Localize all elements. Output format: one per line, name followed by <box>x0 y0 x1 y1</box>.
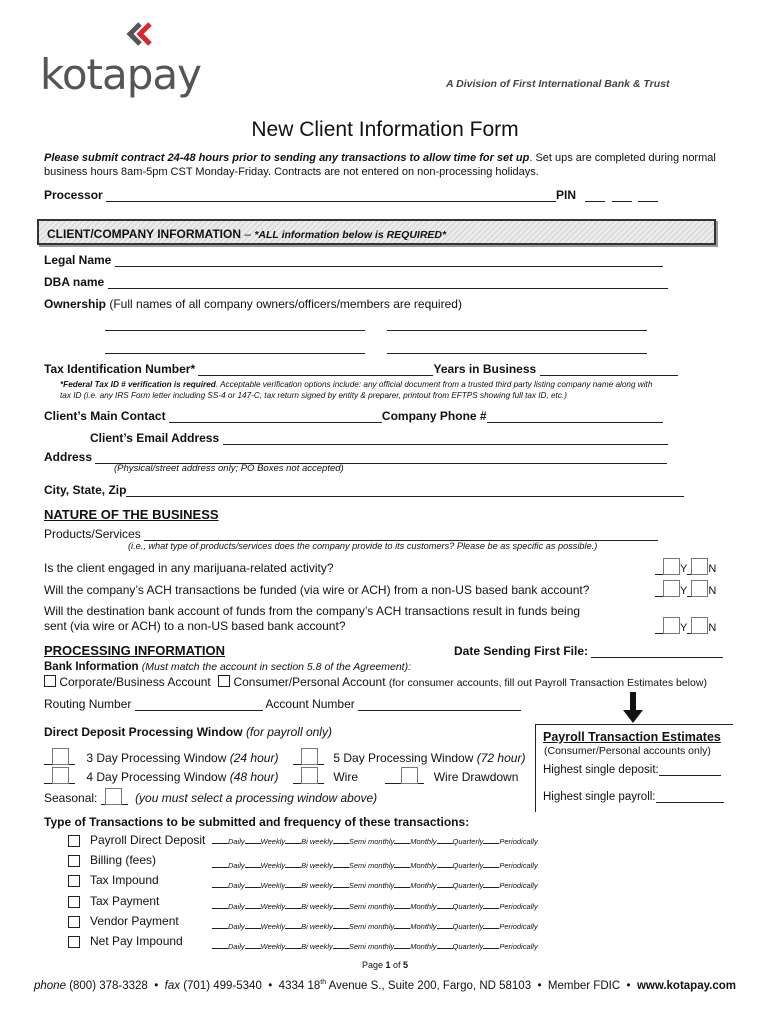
dd-window-row <box>44 725 332 739</box>
frequency-blank[interactable] <box>394 843 410 844</box>
consumer-checkbox[interactable] <box>218 675 230 687</box>
frequency-label: Weekly <box>260 861 286 871</box>
answer-yn-3 <box>655 617 716 634</box>
transaction-row <box>66 832 746 850</box>
account-field[interactable] <box>358 698 521 711</box>
frequency-blank[interactable] <box>394 887 410 888</box>
tax-id-label: Tax Identification Number* <box>44 362 196 376</box>
frequency-label: Monthly <box>410 942 437 951</box>
frequency-label: Bi weekly <box>301 837 333 846</box>
bullet: • <box>154 979 159 992</box>
day3-box[interactable] <box>52 748 69 765</box>
intro-text <box>44 151 744 179</box>
transaction-checkbox[interactable] <box>68 916 80 928</box>
bank-info-row <box>44 661 411 673</box>
client-section-banner <box>37 219 716 245</box>
bank-info-note: (Must match the account in section 5.8 of the Agreement): <box>141 661 412 673</box>
transaction-row <box>66 913 746 931</box>
arrow-down-icon <box>622 692 644 724</box>
dd-window-label: Direct Deposit Processing Window <box>44 725 243 739</box>
frequency-blank[interactable] <box>333 843 349 844</box>
day5-box[interactable] <box>301 748 318 765</box>
client-section-title: CLIENT/COMPANY INFORMATION <box>47 227 241 241</box>
first-file-row <box>454 644 723 658</box>
bullet: • <box>626 979 631 992</box>
frequency-label: Weekly <box>260 837 286 846</box>
frequency-label: Quarterly <box>452 942 484 951</box>
tax-note-bold: *Federal Tax ID # verification is required <box>60 380 216 389</box>
page-title: New Client Information Form <box>251 118 519 141</box>
account-type-row <box>44 675 707 689</box>
client-section-dash: – <box>241 227 255 241</box>
ownership-label: Ownership <box>44 297 107 311</box>
frequency-blank[interactable] <box>437 867 453 868</box>
email-field[interactable] <box>223 432 668 445</box>
wire-drawdown-label: Wire Drawdown <box>433 770 519 784</box>
main-contact-field[interactable] <box>169 410 382 423</box>
products-row <box>44 527 658 541</box>
payroll-estimates-box <box>535 724 733 812</box>
highest-deposit-label: Highest single deposit: <box>543 764 659 776</box>
frequency-blank[interactable] <box>333 948 349 949</box>
frequency-blank[interactable] <box>437 843 453 844</box>
frequency-blank[interactable] <box>285 928 301 929</box>
day4-box[interactable] <box>52 767 69 784</box>
frequency-label: Quarterly <box>452 837 484 846</box>
frequency-label: Quarterly <box>452 861 484 871</box>
owner-field-1[interactable] <box>105 318 365 331</box>
city-label: City, State, Zip <box>44 483 127 497</box>
highest-payroll-field[interactable] <box>656 791 724 803</box>
wire-drawdown-box[interactable] <box>401 767 418 784</box>
frequency-label: Monthly <box>410 901 437 911</box>
pin-field-1[interactable] <box>585 189 605 202</box>
frequency-label: Daily <box>228 942 245 951</box>
fax-value: (701) 499-5340 <box>183 979 262 992</box>
question-funded: Will the company’s ACH transactions be funded (via wire or ACH) from a non-US based bank account? <box>44 583 590 597</box>
owner-field-4[interactable] <box>387 341 647 354</box>
frequency-blank[interactable] <box>245 867 261 868</box>
no-label: N <box>708 585 717 597</box>
no-box[interactable] <box>691 617 708 634</box>
wire-label: Wire <box>333 770 359 784</box>
intro-bold: Please submit contract 24-48 hours prior to sending any transactions to allow time for set up <box>44 152 530 164</box>
yes-label: Y <box>680 563 688 575</box>
member-fdic: Member FDIC <box>547 979 621 992</box>
tax-id-row <box>44 362 678 376</box>
account-label: Account Number <box>265 697 355 711</box>
no-box[interactable] <box>691 580 708 597</box>
routing-field[interactable] <box>135 698 263 711</box>
transaction-checkbox[interactable] <box>68 855 80 867</box>
frequency-label: Semi monthly <box>348 942 395 951</box>
frequency-blank[interactable] <box>483 887 499 888</box>
address-post: Avenue S., Suite 200, Fargo, ND 58103 <box>326 979 532 992</box>
frequency-blank[interactable] <box>212 908 228 909</box>
frequency-options <box>212 902 538 911</box>
pin-field-2[interactable] <box>612 189 632 202</box>
frequency-blank[interactable] <box>245 908 261 909</box>
yes-box[interactable] <box>663 617 680 634</box>
phone-label: phone <box>34 979 66 992</box>
frequency-blank[interactable] <box>333 908 349 909</box>
frequency-label: Bi weekly <box>301 881 333 891</box>
seasonal-note: (you must select a processing window above) <box>135 791 378 805</box>
processor-row <box>44 188 658 202</box>
frequency-label: Monthly <box>410 861 437 871</box>
day4-row <box>44 767 278 784</box>
years-label: Years in Business <box>433 362 537 376</box>
email-row <box>90 431 668 445</box>
highest-deposit-row <box>543 764 721 776</box>
no-label: N <box>708 563 717 575</box>
yes-box[interactable] <box>663 580 680 597</box>
frequency-blank[interactable] <box>394 948 410 949</box>
first-file-label: Date Sending First File: <box>454 644 589 658</box>
question-marijuana: Is the client engaged in any marijuana-related activity? <box>44 561 334 575</box>
seasonal-row <box>44 788 377 805</box>
transaction-type-label: Billing (fees) <box>90 853 157 868</box>
frequency-blank[interactable] <box>483 948 499 949</box>
tax-note <box>60 379 740 401</box>
highest-payroll-label: Highest single payroll: <box>543 791 656 803</box>
dba-name-row <box>44 275 668 289</box>
page-prefix: Page <box>361 960 386 970</box>
main-contact-label: Client’s Main Contact <box>44 409 166 423</box>
transaction-row <box>66 852 746 870</box>
frequency-blank[interactable] <box>285 843 301 844</box>
yes-box[interactable] <box>663 558 680 575</box>
transaction-checkbox[interactable] <box>68 835 80 847</box>
no-label: N <box>708 622 717 634</box>
frequency-label: Bi weekly <box>301 942 333 951</box>
frequency-blank[interactable] <box>285 908 301 909</box>
processor-field[interactable] <box>106 189 556 202</box>
frequency-label: Semi monthly <box>348 901 395 911</box>
payroll-estimates-subtitle: (Consumer/Personal accounts only) <box>544 745 711 757</box>
frequency-blank[interactable] <box>212 843 228 844</box>
frequency-blank[interactable] <box>394 928 410 929</box>
frequency-blank[interactable] <box>245 887 261 888</box>
pin-field-3[interactable] <box>638 189 658 202</box>
yes-label: Y <box>680 585 688 597</box>
dd-window-note: (for payroll only) <box>245 725 332 739</box>
frequency-blank[interactable] <box>483 908 499 909</box>
frequency-blank[interactable] <box>245 843 261 844</box>
frequency-label: Periodically <box>499 921 538 931</box>
years-field[interactable] <box>540 363 678 376</box>
frequency-blank[interactable] <box>437 887 453 888</box>
transaction-row <box>66 893 746 911</box>
day5-note: (72 hour) <box>476 751 526 765</box>
question-destination <box>44 604 580 634</box>
frequency-blank[interactable] <box>333 928 349 929</box>
transactions-title: Type of Transactions to be submitted and frequency of these transactions: <box>44 815 470 829</box>
routing-row <box>44 697 521 711</box>
bullet: • <box>268 979 273 992</box>
tax-note-rest: . Acceptable verification options include: any official document from a trusted third party listing company name along with <box>215 380 653 389</box>
frequency-label: Quarterly <box>452 921 484 931</box>
frequency-blank[interactable] <box>483 928 499 929</box>
processor-label: Processor <box>44 188 103 202</box>
frequency-blank[interactable] <box>245 948 261 949</box>
address-sup: th <box>320 979 327 986</box>
frequency-label: Semi monthly <box>348 921 395 931</box>
frequency-blank[interactable] <box>394 867 410 868</box>
frequency-blank[interactable] <box>483 843 499 844</box>
pin-label: PIN <box>556 188 577 202</box>
frequency-label: Daily <box>228 837 245 846</box>
frequency-blank[interactable] <box>285 887 301 888</box>
bullet: • <box>537 979 542 992</box>
frequency-label: Semi monthly <box>348 881 395 891</box>
frequency-blank[interactable] <box>245 928 261 929</box>
seasonal-label: Seasonal: <box>44 791 98 805</box>
processing-title: PROCESSING INFORMATION <box>44 643 226 658</box>
day3-row <box>44 748 278 765</box>
transaction-type-label: Tax Impound <box>90 873 159 888</box>
frequency-label: Daily <box>228 901 245 911</box>
dba-name-field[interactable] <box>108 276 668 289</box>
yes-label: Y <box>680 622 688 634</box>
wire-row <box>293 767 518 784</box>
frequency-label: Monthly <box>410 881 437 891</box>
fax-label: fax <box>164 979 180 992</box>
frequency-blank[interactable] <box>483 867 499 868</box>
frequency-label: Periodically <box>499 942 538 951</box>
frequency-label: Quarterly <box>452 901 484 911</box>
payroll-estimates-title: Payroll Transaction Estimates <box>543 730 721 744</box>
products-field[interactable] <box>144 530 658 541</box>
frequency-label: Bi weekly <box>301 901 333 911</box>
nature-title: NATURE OF THE BUSINESS <box>44 507 219 522</box>
transaction-type-label: Payroll Direct Deposit <box>90 833 206 847</box>
intro-line2: business hours 8am-5pm CST Monday-Friday. Contracts are not entered on non-processing holidays. <box>44 166 539 178</box>
tax-id-field[interactable] <box>198 363 433 376</box>
no-box[interactable] <box>691 558 708 575</box>
address-row <box>44 450 667 464</box>
city-field[interactable] <box>126 484 684 497</box>
frequency-label: Monthly <box>410 921 437 931</box>
products-label: Products/Services <box>44 527 141 541</box>
frequency-blank[interactable] <box>437 948 453 949</box>
transaction-row <box>66 872 746 890</box>
frequency-label: Weekly <box>260 921 286 931</box>
day3-label: 3 Day Processing Window <box>86 751 227 765</box>
frequency-label: Semi monthly <box>348 837 395 846</box>
day5-row <box>293 748 525 765</box>
frequency-blank[interactable] <box>333 887 349 888</box>
bank-info-label: Bank Information <box>44 661 139 673</box>
legal-name-label: Legal Name <box>44 253 112 267</box>
frequency-options <box>212 922 538 931</box>
page-total: 5 <box>403 960 409 970</box>
frequency-options <box>212 861 538 870</box>
frequency-blank[interactable] <box>212 948 228 949</box>
ownership-note: (Full names of all company owners/officers/members are required) <box>109 297 462 311</box>
division-text: A Division of First International Bank & Trust <box>446 78 670 90</box>
tax-note-line2: tax ID (i.e. any IRS Form letter including SS-4 or 147-C, tax return signed by entity & preparer, printout from EFTPS showing full tax ID, etc.) <box>60 391 567 400</box>
frequency-blank[interactable] <box>333 867 349 868</box>
consumer-note: (for consumer accounts, fill out Payroll Transaction Estimates below) <box>388 677 707 689</box>
logo-wordmark: kotapay <box>40 50 201 99</box>
answer-yn-2 <box>655 580 716 597</box>
owner-field-3[interactable] <box>105 341 365 354</box>
dba-name-label: DBA name <box>44 275 105 289</box>
highest-deposit-field[interactable] <box>659 764 721 776</box>
frequency-label: Periodically <box>499 901 538 911</box>
frequency-label: Bi weekly <box>301 861 333 871</box>
frequency-blank[interactable] <box>437 928 453 929</box>
seasonal-box[interactable] <box>105 788 122 805</box>
frequency-label: Periodically <box>499 861 538 871</box>
frequency-label: Monthly <box>410 837 437 846</box>
frequency-options <box>212 837 538 846</box>
legal-name-field[interactable] <box>115 254 663 267</box>
frequency-options <box>212 881 538 890</box>
company-phone-field[interactable] <box>487 410 663 423</box>
email-label: Client’s Email Address <box>90 431 220 445</box>
frequency-label: Daily <box>228 881 245 891</box>
logo <box>40 20 201 100</box>
corporate-checkbox[interactable] <box>44 675 56 687</box>
transaction-type-label: Tax Payment <box>90 893 160 908</box>
contact-row <box>44 409 663 423</box>
frequency-label: Daily <box>228 921 245 931</box>
transaction-type-label: Vendor Payment <box>90 913 179 928</box>
page-number <box>0 960 770 970</box>
frequency-label: Bi weekly <box>301 921 333 931</box>
frequency-blank[interactable] <box>212 928 228 929</box>
city-row <box>44 483 684 497</box>
footer-contact <box>0 979 770 992</box>
day4-note: (48 hour) <box>229 770 279 784</box>
frequency-blank[interactable] <box>437 908 453 909</box>
page-num: 1 <box>385 960 391 970</box>
frequency-label: Periodically <box>499 881 538 891</box>
frequency-blank[interactable] <box>394 908 410 909</box>
phone-value: (800) 378-3328 <box>69 979 148 992</box>
question-destination-line1: Will the destination bank account of funds from the company’s ACH transactions result in funds being <box>44 604 581 618</box>
transaction-type-label: Net Pay Impound <box>90 934 183 948</box>
address-pre: 4334 18 <box>278 979 321 992</box>
client-section-required: *ALL information below is REQUIRED* <box>254 229 447 241</box>
answer-yn-1 <box>655 558 716 575</box>
frequency-label: Weekly <box>260 901 286 911</box>
question-destination-line2: sent (via wire or ACH) to a non-US based bank account? <box>44 619 346 633</box>
transaction-checkbox[interactable] <box>68 875 80 887</box>
ownership-row <box>44 297 462 311</box>
frequency-label: Weekly <box>260 881 286 891</box>
page-of: of <box>390 960 404 970</box>
transaction-row <box>66 933 746 951</box>
frequency-label: Quarterly <box>452 881 484 891</box>
address-label: Address <box>44 450 93 464</box>
owner-field-2[interactable] <box>387 318 647 331</box>
frequency-options <box>212 942 538 951</box>
frequency-label: Semi monthly <box>348 861 395 871</box>
highest-payroll-row <box>543 791 724 803</box>
corporate-label: Corporate/Business Account <box>59 675 211 689</box>
frequency-label: Weekly <box>260 942 286 951</box>
routing-label: Routing Number <box>44 697 132 711</box>
frequency-blank[interactable] <box>285 948 301 949</box>
frequency-blank[interactable] <box>212 887 228 888</box>
transaction-checkbox[interactable] <box>68 896 80 908</box>
legal-name-row <box>44 253 663 267</box>
frequency-blank[interactable] <box>212 867 228 868</box>
products-note: (i.e., what type of products/services does the company provide to its customers? Please be as specific as possible.) <box>128 541 598 551</box>
frequency-label: Daily <box>228 861 245 871</box>
company-phone-label: Company Phone # <box>381 409 487 423</box>
day3-note: (24 hour) <box>229 751 279 765</box>
day5-label: 5 Day Processing Window <box>333 751 474 765</box>
intro-rest: . Set ups are completed during normal <box>529 152 716 164</box>
first-file-field[interactable] <box>591 645 723 658</box>
wire-box[interactable] <box>301 767 318 784</box>
website-link[interactable]: www.kotapay.com <box>636 979 736 992</box>
frequency-blank[interactable] <box>285 867 301 868</box>
transaction-checkbox[interactable] <box>68 936 80 948</box>
frequency-label: Periodically <box>499 837 538 846</box>
consumer-label: Consumer/Personal Account <box>233 675 386 689</box>
address-note: (Physical/street address only; PO Boxes not accepted) <box>114 463 344 474</box>
day4-label: 4 Day Processing Window <box>86 770 227 784</box>
